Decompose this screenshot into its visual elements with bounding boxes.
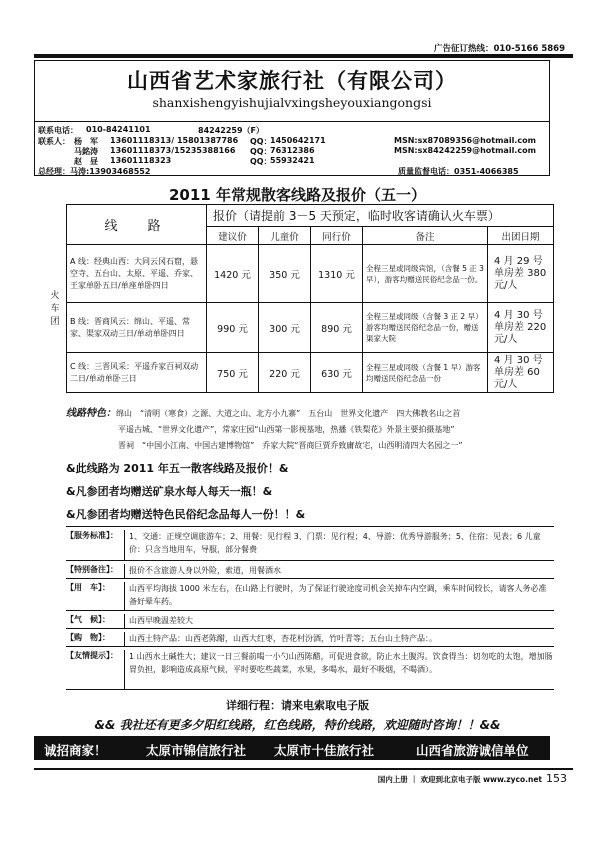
manager: 总经理：马涛:13903468552 xyxy=(38,167,151,176)
service-text: 报价不含旅游人身以外险，索道，用餐酒水 xyxy=(124,564,554,578)
person-qq: 55932421 xyxy=(270,156,315,165)
peer-price: 630 元 xyxy=(311,353,363,393)
table-row xyxy=(67,303,554,353)
suggest-price: 750 元 xyxy=(207,353,259,393)
banner-item: 太原市十佳旅行社 xyxy=(274,743,375,758)
complaint-phone: 质量监督电话：0351-4066385 xyxy=(398,167,519,176)
person-qq: 1450642171 xyxy=(270,136,326,145)
fax-number: 84242259（F） xyxy=(198,126,264,135)
banner-item: 诚招商家！ xyxy=(44,743,107,758)
price-table xyxy=(66,204,554,393)
col-peer: 同行价 xyxy=(311,227,363,245)
person-phone: 13601118313/ 15801387786 xyxy=(110,136,239,145)
suggest-price: 1420 元 xyxy=(207,245,259,303)
person-name: 赵 昼 xyxy=(74,157,98,166)
person-msn: MSN:sx87089356@hotmail.com xyxy=(394,136,536,145)
climate-note xyxy=(66,610,554,628)
special-note xyxy=(66,560,554,578)
service-text: 山西土特产品：山西老陈醋，山西大红枣，杏花村汾酒，竹叶青等；五台山土特产品：。 xyxy=(124,632,554,646)
features-lead: 线路特色： xyxy=(66,408,116,419)
promo-line: &凡参团者均赠送特色民俗纪念品每人一份！！& xyxy=(66,508,306,521)
depart-cell: 4 月 29 号单房差 380 元/人 xyxy=(488,245,554,303)
service-label: 【特别备注】： xyxy=(66,565,118,574)
company-header xyxy=(34,60,550,176)
qq-label: QQ： xyxy=(250,157,272,166)
side-char: 火 xyxy=(50,291,60,301)
person-msn: MSN:sx84242259@hotmail.com xyxy=(394,146,536,155)
feature-line: 平遥古城、“世界文化遗产”，常家庄园“山西第一影视基地，热播《铁梨花》外景主要拍摄基地” xyxy=(118,425,455,434)
col-note: 备注 xyxy=(363,227,488,245)
tel-label: 联系电话： xyxy=(38,126,78,135)
person-qq: 76312386 xyxy=(270,146,315,155)
service-text: 1 山西水土碱性大；建议一日三餐前喝一小勺山西陈醋，可促进食欲，防止水土腹泻。饮食得当：切勿吃的太饱，增加肠胃负担，影响造成高原气候，平时要吃些蔬菜，水果，多喝水，最好不吸烟，不喝酒）。 xyxy=(124,650,554,689)
person-name: 马銘涛 xyxy=(74,147,98,156)
company-name: 山西省艺术家旅行社（有限公司） xyxy=(127,69,457,93)
route-cell: C 线：三晋风采：平遥乔家百祠双动二日/单动单卧三日 xyxy=(67,353,207,393)
person-phone: 13601118323 xyxy=(110,156,172,165)
route-cell: A 线：经典山西：大同云冈石窟，悬空寺、五台山、太原、平遥、乔家、王家单卧五日/单座单卧四日 xyxy=(67,245,207,303)
col-suggest: 建议价 xyxy=(207,227,259,245)
banner-item: 太原市锦信旅行社 xyxy=(146,743,247,758)
company-pinyin: shanxishengyishujialvxingsheyouxiangongsi xyxy=(152,95,432,110)
side-char: 车 xyxy=(50,304,60,314)
footer-rule xyxy=(34,768,573,770)
service-label: 【购 物】： xyxy=(66,633,110,642)
person-name: 杨 军 xyxy=(74,137,98,146)
depart-cell: 4 月 30 号单房差 60 元/人 xyxy=(488,353,554,393)
peer-price: 1310 元 xyxy=(311,245,363,303)
table-row xyxy=(67,353,554,393)
route-features xyxy=(66,406,556,454)
promo-line: &此线路为 2011 年五一散客线路及报价！& xyxy=(66,462,289,475)
person-phone: 13601118373/15235388166 xyxy=(110,146,236,155)
page-number: 153 xyxy=(546,772,567,785)
price-header: 报价（请提前 3－5 天预定，临时收客请确认火车票） xyxy=(207,205,554,227)
service-label: 【服务标准】： xyxy=(66,531,118,540)
route-cell: B 线：晋商风云：绵山、平遥、常家、渠家双动三日/单动单卧四日 xyxy=(67,303,207,353)
contact-block xyxy=(35,121,549,177)
bottom-banner xyxy=(34,736,550,760)
ad-hotline: 广告征订热线：010-5166 5869 xyxy=(433,44,565,54)
banner-item: 山西省旅游诚信单位 xyxy=(416,743,529,758)
note-cell: 全程三星或同级（含餐 3 正 2 早）游客均赠送民俗纪念品一份，赠送渠家大院 xyxy=(363,303,488,353)
col-depart: 出团日期 xyxy=(488,227,554,245)
child-price: 350 元 xyxy=(259,245,311,303)
tel-number: 010-84241101 xyxy=(86,125,151,134)
note-cell: 全程三星或同级（含餐 1 早）游客均赠送民俗纪念品一份 xyxy=(363,353,488,393)
service-label: 【友情提示】： xyxy=(66,651,118,660)
people-label: 联系人： xyxy=(38,137,70,146)
child-price: 300 元 xyxy=(259,303,311,353)
service-text: 山西早晚温差较大 xyxy=(124,614,554,628)
table-row xyxy=(67,245,554,303)
page-title: 2011 年常规散客线路及报价（五一） xyxy=(169,186,426,204)
service-text: 山西平均海拔 1000 米左右，在山路上行驶时，为了保证行驶途度司机会关掉车内空调，乘车时间较长，请客人务必准备好晕车药。 xyxy=(124,582,554,610)
top-rule xyxy=(34,54,573,58)
train-group-label xyxy=(48,290,62,329)
service-label: 【气 候】： xyxy=(66,615,110,624)
child-price: 220 元 xyxy=(259,353,311,393)
detail-itinerary: 详细行程：请来电索取电子版 xyxy=(226,699,369,712)
col-child: 儿童价 xyxy=(259,227,311,245)
qq-label: QQ： xyxy=(250,147,272,156)
route-header: 线路 xyxy=(67,205,207,245)
feature-line: 晋祠 “中国小江南、中国古建博物馆” 乔家大院“晋商巨贾乔致庸故宅，山西明清四大名园之一” xyxy=(118,441,463,450)
service-text: 1、交通：正规空调旅游车；2、用餐：见行程 3、门票：见行程；4、导游：优秀导游服务；5、住宿：见表；6 儿童价：只含当地用车，导服，部分餐费 xyxy=(124,530,554,560)
page-footer xyxy=(378,772,567,785)
side-char: 团 xyxy=(50,317,60,327)
depart-cell: 4 月 30 号单房差 220 元/人 xyxy=(488,303,554,353)
more-routes: && 我社还有更多夕阳红线路，红色线路，特价线路，欢迎随时咨询！！&& xyxy=(94,718,501,732)
suggest-price: 990 元 xyxy=(207,303,259,353)
footer-text: 国内上册 ｜ 欢迎到北京电子版 www.zyco.net xyxy=(377,775,542,784)
service-standard xyxy=(66,526,554,560)
shopping-note xyxy=(66,628,554,646)
vehicle-note xyxy=(66,578,554,610)
service-label: 【用 车】： xyxy=(66,583,110,592)
note-cell: 全程三星或同级宾馆，（含餐 5 正 3 早），游客均赠送民俗纪念品一份。 xyxy=(363,245,488,303)
peer-price: 890 元 xyxy=(311,303,363,353)
promo-line: &凡参团者均赠送矿泉水每人每天一瓶！& xyxy=(66,485,273,498)
friendly-tips xyxy=(66,646,554,690)
feature-line: 绵山 “清明（寒食）之源、大道之山、北方小九寨” 五台山 世界文化遗产 四大佛教名山之首 xyxy=(116,409,461,418)
qq-label: QQ： xyxy=(250,137,272,146)
